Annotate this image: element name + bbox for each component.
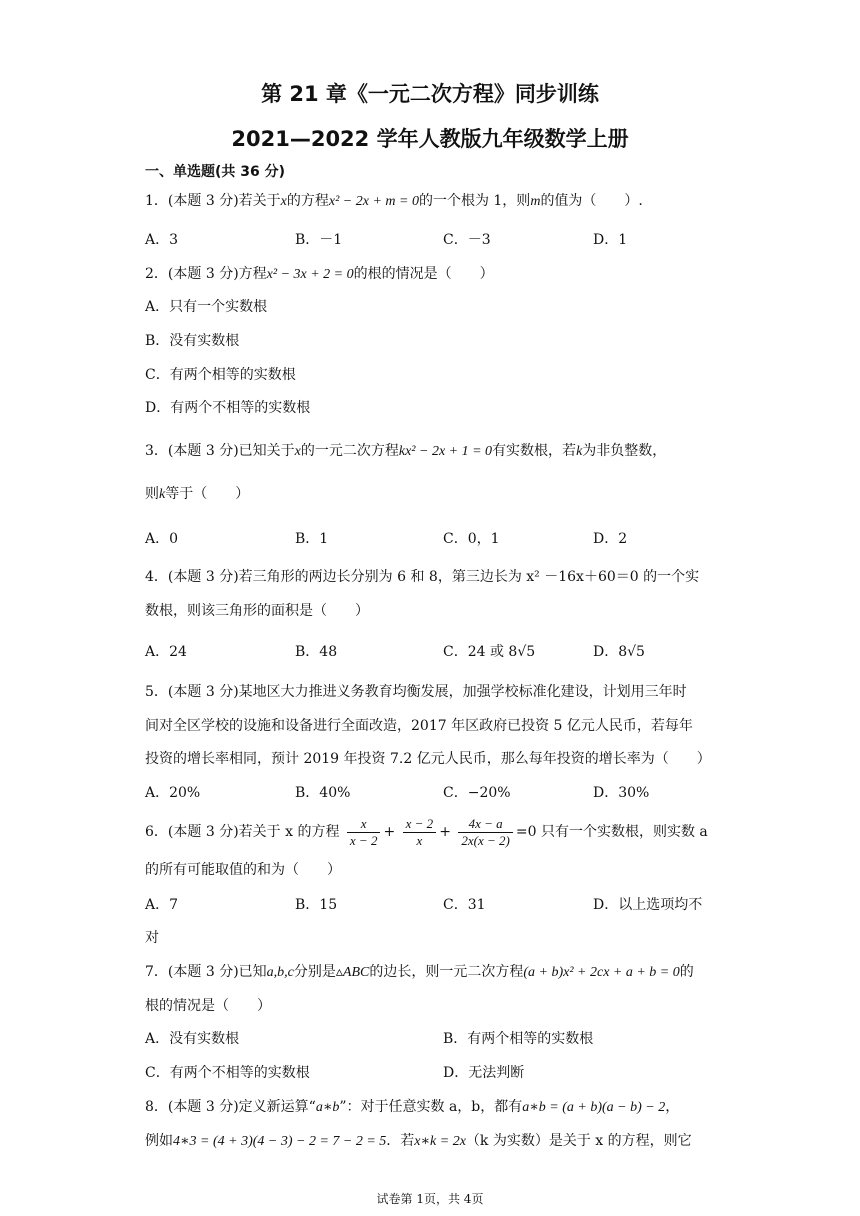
option-d: D．1 xyxy=(593,232,628,248)
option-d-wrap: 对 xyxy=(145,930,159,946)
exam-title: 第 21 章《一元二次方程》同步训练 xyxy=(261,82,599,106)
option-b: B．有两个相等的实数根 xyxy=(443,1031,594,1047)
equation: x² − 3x + 2 = 0 xyxy=(266,267,354,282)
option-b: B．48 xyxy=(295,644,338,660)
equation: x² − 2x + m = 0 xyxy=(328,194,419,209)
question-5: 5．(本题 3 分)某地区大力推进义务教育均衡发展，加强学校标准化建设，计划用三年时 xyxy=(145,684,687,700)
question-7-line-2: 根的情况是（ ） xyxy=(145,998,271,1014)
option-d: D．有两个不相等的实数根 xyxy=(145,400,311,416)
question-4-line-2: 数根，则该三角形的面积是（ ） xyxy=(145,603,369,619)
question-5-line-3: 投资的增长率相同，预计 2019 年投资 7.2 亿元人民币，那么每年投资的增长率为（ ） xyxy=(145,751,711,767)
option-b: B．40% xyxy=(295,785,351,801)
option-b: B．15 xyxy=(295,897,338,913)
option-c: C．−20% xyxy=(443,785,511,801)
option-a: A．只有一个实数根 xyxy=(145,299,268,315)
question-2: 2．(本题 3 分)方程x² − 3x + 2 = 0的根的情况是（ ） xyxy=(145,266,494,282)
exam-subtitle: 2021—2022 学年人教版九年级数学上册 xyxy=(231,127,629,151)
fraction: $\frac{4x - a}{2x(x - 2)}$ xyxy=(458,816,512,849)
option-a: A．20% xyxy=(145,785,201,801)
question-6-line-2: 的所有可能取值的和为（ ） xyxy=(145,862,341,878)
option-d: D．以上选项均不 xyxy=(593,897,703,913)
question-3-line-2: 则k等于（ ） xyxy=(145,486,250,502)
option-d: D．2 xyxy=(593,531,628,547)
option-b: B．1 xyxy=(295,531,329,547)
question-3: 3．(本题 3 分)已知关于x的一元二次方程kx² − 2x + 1 = 0有实数根，若k为非负整数， xyxy=(145,443,667,459)
equation: kx² − 2x + 1 = 0 xyxy=(398,444,493,459)
question-1: 1．(本题 3 分)若关于x的方程x² − 2x + m = 0的一个根为 1，则m的值为（ ）. xyxy=(145,193,643,209)
question-6: 6．(本题 3 分)若关于 x 的方程 $\frac{x}{x - 2}$ + $\frac{x - 2}{x}$ + $\frac{4x - a}{2x(x - 2)}$ =0 只有一个实数根，则实数 a xyxy=(145,815,708,848)
option-a: A．0 xyxy=(145,531,179,547)
question-7: 7．(本题 3 分)已知a,b,c分别是▵ABC的边长，则一元二次方程(a + b)x² + 2cx + a + b = 0的 xyxy=(145,964,694,980)
option-c: C．0，1 xyxy=(443,531,500,547)
option-c: C．24 或 8√5 xyxy=(443,644,536,660)
question-8-line-2: 例如4∗3 = (4 + 3)(4 − 3) − 2 = 7 − 2 = 5．若x∗k = 2x（k 为实数）是关于 x 的方程，则它 xyxy=(145,1133,692,1149)
option-d: D．30% xyxy=(593,785,650,801)
question-5-line-2: 间对全区学校的设施和设备进行全面改造，2017 年区政府已投资 5 亿元人民币，若每年 xyxy=(145,718,693,734)
option-b: B．－1 xyxy=(295,232,343,248)
option-c: C．－3 xyxy=(443,232,491,248)
equation: (a + b)x² + 2cx + a + b = 0 xyxy=(523,965,680,980)
option-b: B．没有实数根 xyxy=(145,333,240,349)
option-a: A．24 xyxy=(145,644,187,660)
fraction: $\frac{x - 2}{x}$ xyxy=(403,816,437,849)
option-a: A．没有实数根 xyxy=(145,1031,240,1047)
option-a: A．7 xyxy=(145,897,179,913)
option-c: C．31 xyxy=(443,897,486,913)
question-4: 4．(本题 3 分)若三角形的两边长分别为 6 和 8，第三边长为 x² －16x＋60＝0 的一个实 xyxy=(145,569,700,585)
question-8: 8．(本题 3 分)定义新运算“a∗b”：对于任意实数 a，b，都有a∗b = (a + b)(a − b) − 2， xyxy=(145,1099,680,1115)
fraction: $\frac{x}{x - 2}$ xyxy=(347,816,381,849)
option-d: D．无法判断 xyxy=(443,1065,525,1081)
option-c: C．有两个不相等的实数根 xyxy=(145,1065,310,1081)
page-footer: 试卷第 1页，共 4页 xyxy=(376,1192,484,1206)
section-heading: 一、单选题(共 36 分) xyxy=(145,164,286,180)
option-c: C．有两个相等的实数根 xyxy=(145,367,296,383)
option-d: D．8√5 xyxy=(593,644,645,660)
option-a: A．3 xyxy=(145,232,179,248)
